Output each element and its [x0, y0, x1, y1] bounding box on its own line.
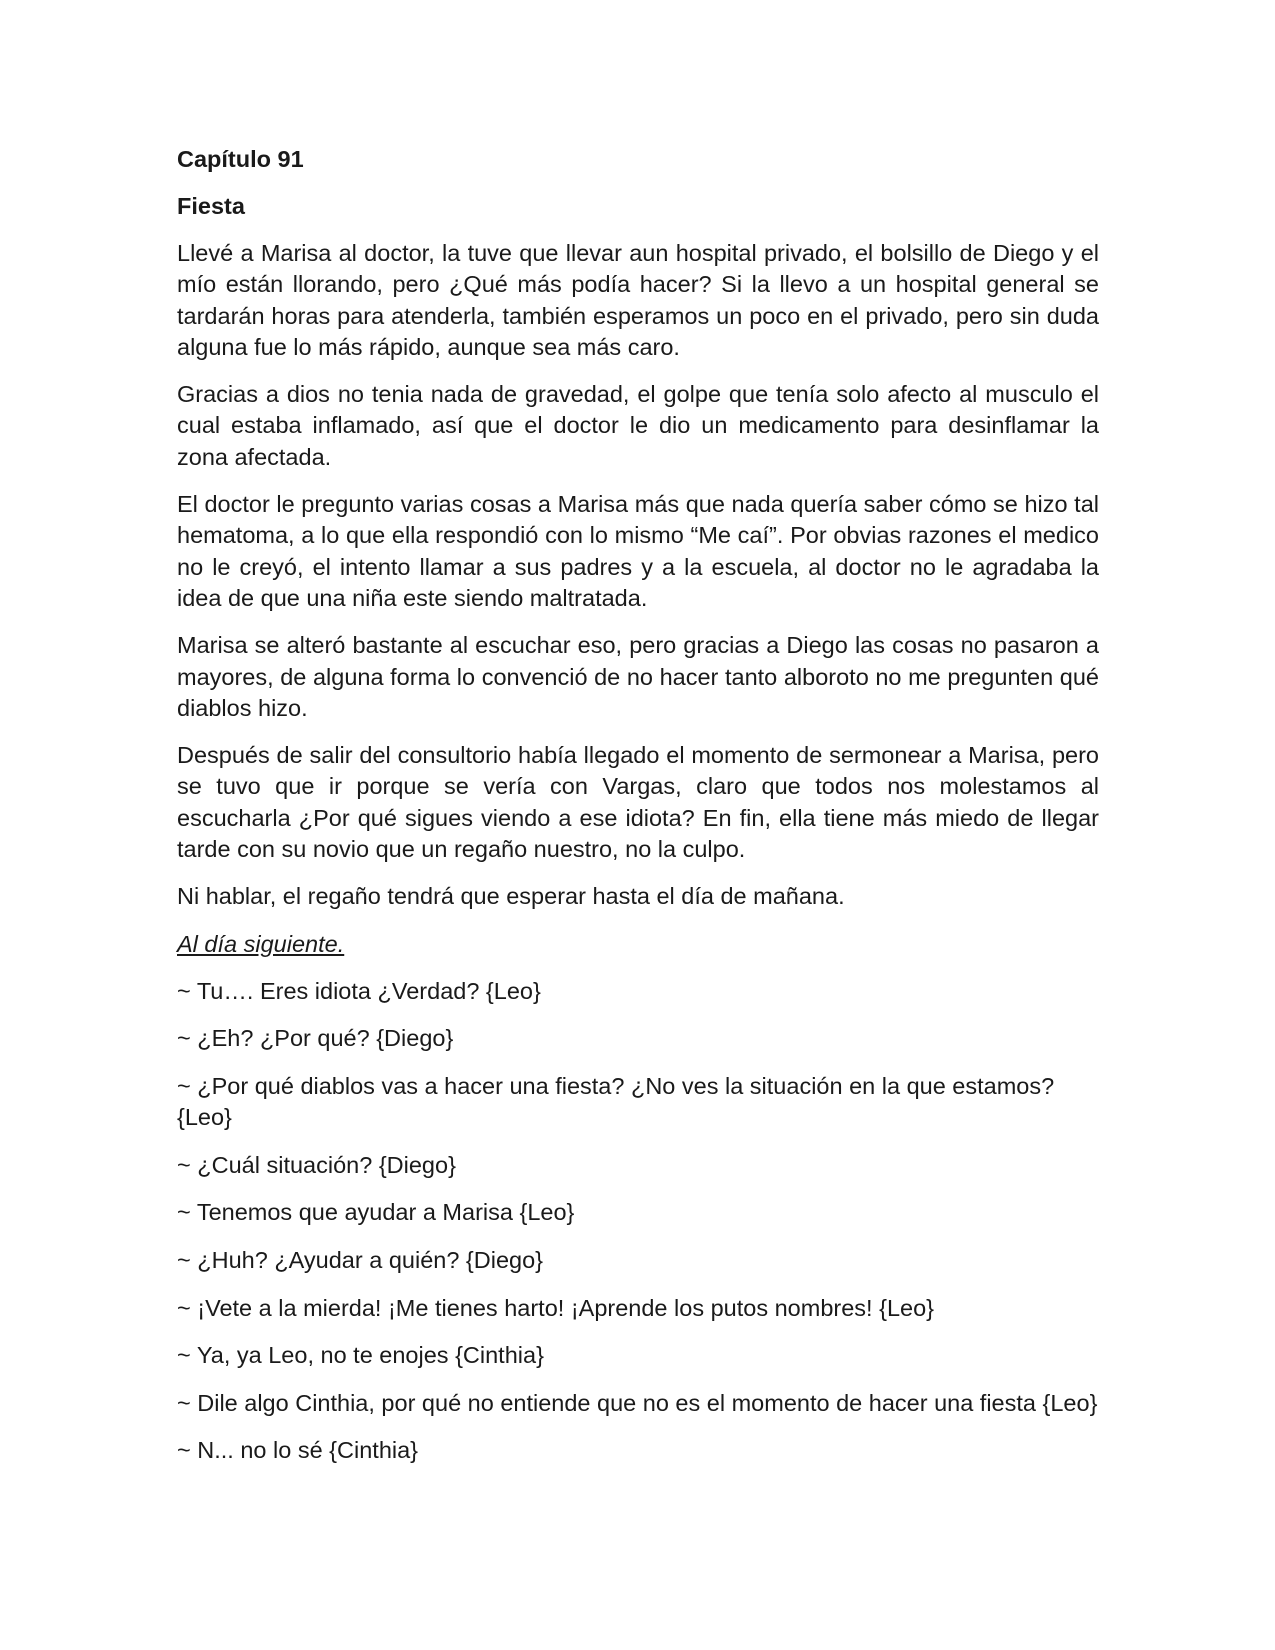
document-page: [177, 144, 1099, 1483]
chapter-title: Fiesta: [177, 193, 245, 219]
paragraph: Marisa se alteró bastante al escuchar eso, pero gracias a Diego las cosas no pasaron a mayores, de alguna forma lo convenció de no hacer tanto alboroto no me pregunten qué diablos hizo.: [177, 632, 1099, 721]
chapter-number: Capítulo 91: [177, 146, 304, 172]
paragraph: El doctor le pregunto varias cosas a Marisa más que nada quería saber cómo se hizo tal hematoma, a lo que ella respondió con lo mismo “Me caí”. Por obvias razones el medico no le creyó, el intento llamar a sus padres y a la escuela, al doctor no le agradaba la idea de que una niña este siendo maltratada.: [177, 491, 1099, 611]
dialogue-line: ~ ¿Huh? ¿Ayudar a quién? {Diego}: [177, 1246, 544, 1273]
paragraph: Llevé a Marisa al doctor, la tuve que llevar aun hospital privado, el bolsillo de Diego y el mío están llorando, pero ¿Qué más podía hacer? Si la llevo a un hospital general se tardarán horas para atenderla, también esperamos un poco en el privado, pero sin duda alguna fue lo más rápido, aunque sea más caro.: [177, 240, 1099, 360]
dialogue-line: ~ ¿Por qué diablos vas a hacer una fiesta? ¿No ves la situación en la que estamos? {Leo}: [177, 1072, 1055, 1131]
dialogue-line: ~ Tenemos que ayudar a Marisa {Leo}: [177, 1199, 575, 1226]
dialogue-line: ~ N... no lo sé {Cinthia}: [177, 1437, 419, 1464]
scene-marker: Al día siguiente.: [177, 930, 345, 957]
dialogue-line: ~ ¡Vete a la mierda! ¡Me tienes harto! ¡Aprende los putos nombres! {Leo}: [177, 1294, 935, 1321]
paragraph: Gracias a dios no tenia nada de gravedad, el golpe que tenía solo afecto al musculo el cual estaba inflamado, así que el doctor le dio un medicamento para desinflamar la zona afectada.: [177, 381, 1099, 470]
dialogue-line: ~ ¿Cuál situación? {Diego}: [177, 1151, 456, 1178]
paragraph: Ni hablar, el regaño tendrá que esperar hasta el día de mañana.: [177, 883, 845, 910]
dialogue-line: ~ Ya, ya Leo, no te enojes {Cinthia}: [177, 1342, 544, 1369]
paragraph: Después de salir del consultorio había llegado el momento de sermonear a Marisa, pero se tuvo que ir porque se vería con Vargas, claro que todos nos molestamos al escucharla ¿Por qué sigues viendo a ese idiota? En fin, ella tiene más miedo de llegar tarde con su novio que un regaño nuestro, no la culpo.: [177, 742, 1099, 863]
dialogue-line: ~ Dile algo Cinthia, por qué no entiende que no es el momento de hacer una fiesta {Leo}: [177, 1389, 1098, 1416]
dialogue-line: ~ Tu…. Eres idiota ¿Verdad? {Leo}: [177, 977, 541, 1004]
dialogue-line: ~ ¿Eh? ¿Por qué? {Diego}: [177, 1025, 454, 1052]
